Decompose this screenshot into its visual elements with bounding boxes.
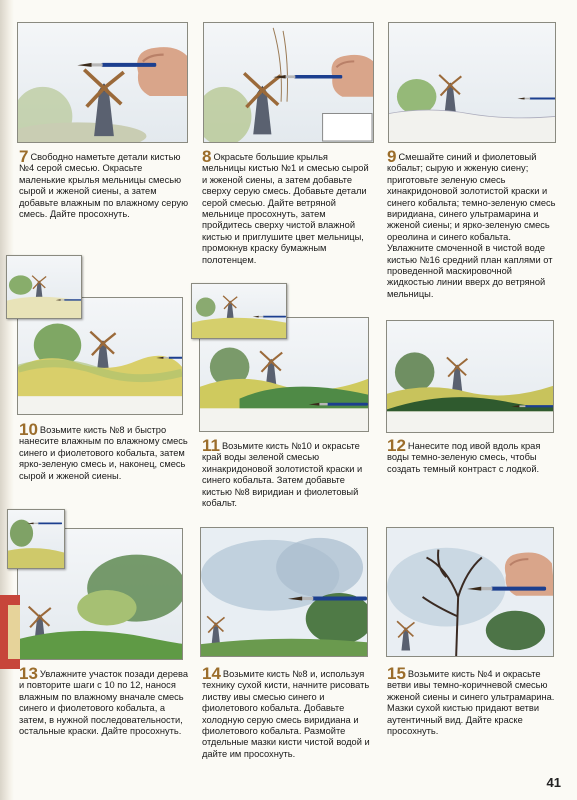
step-7-number: 7 <box>19 147 29 166</box>
step-12 <box>387 436 557 475</box>
step-10-number: 10 <box>19 420 38 439</box>
step-8-text: Окрасьте большие крылья мельницы кистью №1 и смесью сырой и жженой сиены, а затем добавьте сверху серую смесь. Добавьте детали серой смесью. Дайте ветряной мельнице просохнуть, затем пройдитесь сверху чистой влажной кистью и приглушите цвет мельницы, промокнув краску бумажным полотенцем. <box>202 152 369 265</box>
step-13-number: 13 <box>19 664 38 683</box>
step-11-inset-photo <box>191 283 287 339</box>
step-11 <box>202 436 374 509</box>
step-14-number: 14 <box>202 664 221 683</box>
step-12-text: Нанесите под ивой вдоль края воды темно-зеленую смесь, чтобы создать темный контраст с лодкой. <box>387 441 541 474</box>
step-15-number: 15 <box>387 664 406 683</box>
step-13-text: Увлажните участок позади дерева и повторите шаги с 10 по 12, нанося влажным по влажному вначале смесь синего и фиолетового кобальта, а затем, в нужной последовательности, остальные краски. Дайте просохнуть. <box>19 669 189 737</box>
step-12-number: 12 <box>387 436 406 455</box>
step-13-inset-photo <box>7 509 65 569</box>
step-10-text: Возьмите кисть №8 и быстро нанесите влажным по влажному смесь синего и фиолетового кобальта, затем ярко-зеленую смесь и, наконец, смесь сырой и жженой сиены. <box>19 425 188 481</box>
page-number: 41 <box>546 775 561 790</box>
book-spine-shadow <box>0 0 14 800</box>
step-9-photo <box>388 22 556 143</box>
step-11-text: Возьмите кисть №10 и окрасьте край воды зеленой смесью хинакридоновой золотистой краски и синего кобальта. Затем добавьте кистью №8 виридиан и фиолетовый кобальт. <box>202 441 363 509</box>
step-8-number: 8 <box>202 147 212 166</box>
step-12-photo <box>386 320 554 433</box>
step-14-photo <box>200 527 368 657</box>
step-14 <box>202 664 374 760</box>
step-15 <box>387 664 557 737</box>
step-9-number: 9 <box>387 147 397 166</box>
step-10 <box>19 420 189 482</box>
step-11-number: 11 <box>202 436 220 455</box>
step-9 <box>387 147 559 300</box>
step-9-text: Смешайте синий и фиолетовый кобальт; сырую и жженую сиену; приготовьте зеленую смесь хинакридоновой золотистой краски и синего кобальта; темно-зеленую смесь виридиана, синего ультрамарина и жженой сиены; и ярко-зеленую смесь ореолина и синего кобальта. Увлажните смоченной в чистой воде кистью №16 средний план каплями от проведенной маскировочной жидкостью линии вверх до ветряной мельницы. <box>387 152 556 299</box>
step-13 <box>19 664 189 737</box>
step-7-photo <box>17 22 188 143</box>
step-7-text: Свободно наметьте детали кистью №4 серой смесью. Окрасьте маленькие крылья мельницы смесью сырой и жженой сиены, а затем добавьте влажным по влажному серую смесь. Дайте просохнуть. <box>19 152 189 220</box>
step-8 <box>202 147 374 266</box>
step-10-inset-photo <box>6 255 82 319</box>
step-15-photo <box>386 527 554 657</box>
step-14-text: Возьмите кисть №8 и, используя технику сухой кисти, начните рисовать листву ивы смесью синего и фиолетового кобальта. Добавьте холодную серую смесь виридиана и фиолетового кобальта. Размойте отдельные мазки кисти чистой водой и дайте им просохнуть. <box>202 669 370 759</box>
step-15-text: Возьмите кисть №4 и окрасьте ветви ивы темно-коричневой смесью жженой сиены и синего ультрамарина. Мазки сухой кистью придают ветви аутентичный вид. Дайте краске просохнуть. <box>387 669 555 737</box>
step-7 <box>19 147 191 220</box>
step-8-photo <box>203 22 374 143</box>
page-edge-strip <box>0 595 20 669</box>
